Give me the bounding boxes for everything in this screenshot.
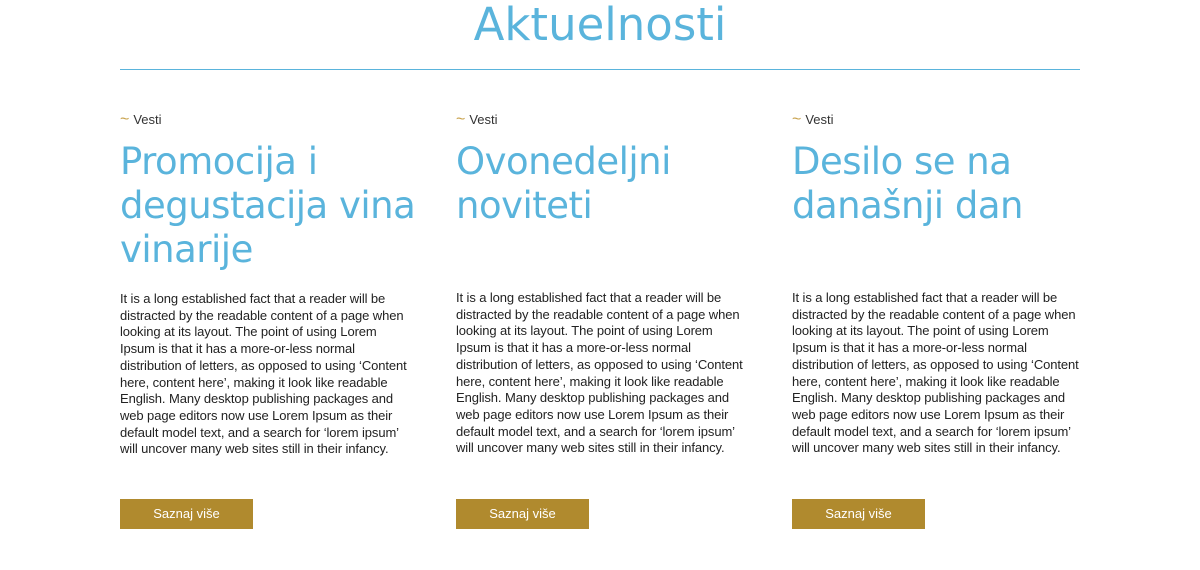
card-text: It is a long established fact that a reader will be distracted by the readable content of a page when looking at its layout. The point of using Lorem Ipsum is that it has a more-or-less normal distribution of letters, as opposed to using ‘Content here, content here’, making it look like readable English. Many desktop publishing packages and web page editors now use Lorem Ipsum as their default model text, and a search for ‘lorem ipsum’ will uncover many web sites still in their infancy. bbox=[456, 290, 743, 456]
title-divider bbox=[120, 69, 1080, 70]
news-card bbox=[456, 110, 756, 540]
read-more-button[interactable]: Saznaj više bbox=[120, 499, 253, 529]
tilde-icon: ~ bbox=[456, 111, 466, 128]
card-title[interactable]: Promocija i degustacija vina vinarije bbox=[120, 140, 416, 271]
category-label: Vesti bbox=[469, 112, 498, 127]
category-label: Vesti bbox=[133, 112, 162, 127]
read-more-button[interactable]: Saznaj više bbox=[792, 499, 925, 529]
card-title[interactable]: Ovonedeljni noviteti bbox=[456, 140, 671, 227]
news-card bbox=[120, 110, 420, 540]
card-title[interactable]: Desilo se na današnji dan bbox=[792, 140, 1023, 227]
card-text: It is a long established fact that a reader will be distracted by the readable content of a page when looking at its layout. The point of using Lorem Ipsum is that it has a more-or-less normal distribution of letters, as opposed to using ‘Content here, content here’, making it look like readable English. Many desktop publishing packages and web page editors now use Lorem Ipsum as their default model text, and a search for ‘lorem ipsum’ will uncover many web sites still in their infancy. bbox=[792, 290, 1079, 456]
tilde-icon: ~ bbox=[120, 111, 130, 128]
card-category bbox=[792, 110, 834, 130]
news-card bbox=[792, 110, 1092, 540]
card-category bbox=[120, 110, 162, 130]
section-title: Aktuelnosti bbox=[473, 0, 727, 51]
tilde-icon: ~ bbox=[792, 111, 802, 128]
card-text: It is a long established fact that a reader will be distracted by the readable content of a page when looking at its layout. The point of using Lorem Ipsum is that it has a more-or-less normal distribution of letters, as opposed to using ‘Content here, content here’, making it look like readable English. Many desktop publishing packages and web page editors now use Lorem Ipsum as their default model text, and a search for ‘lorem ipsum’ will uncover many web sites still in their infancy. bbox=[120, 291, 407, 457]
category-label: Vesti bbox=[805, 112, 834, 127]
card-category bbox=[456, 110, 498, 130]
read-more-button[interactable]: Saznaj više bbox=[456, 499, 589, 529]
